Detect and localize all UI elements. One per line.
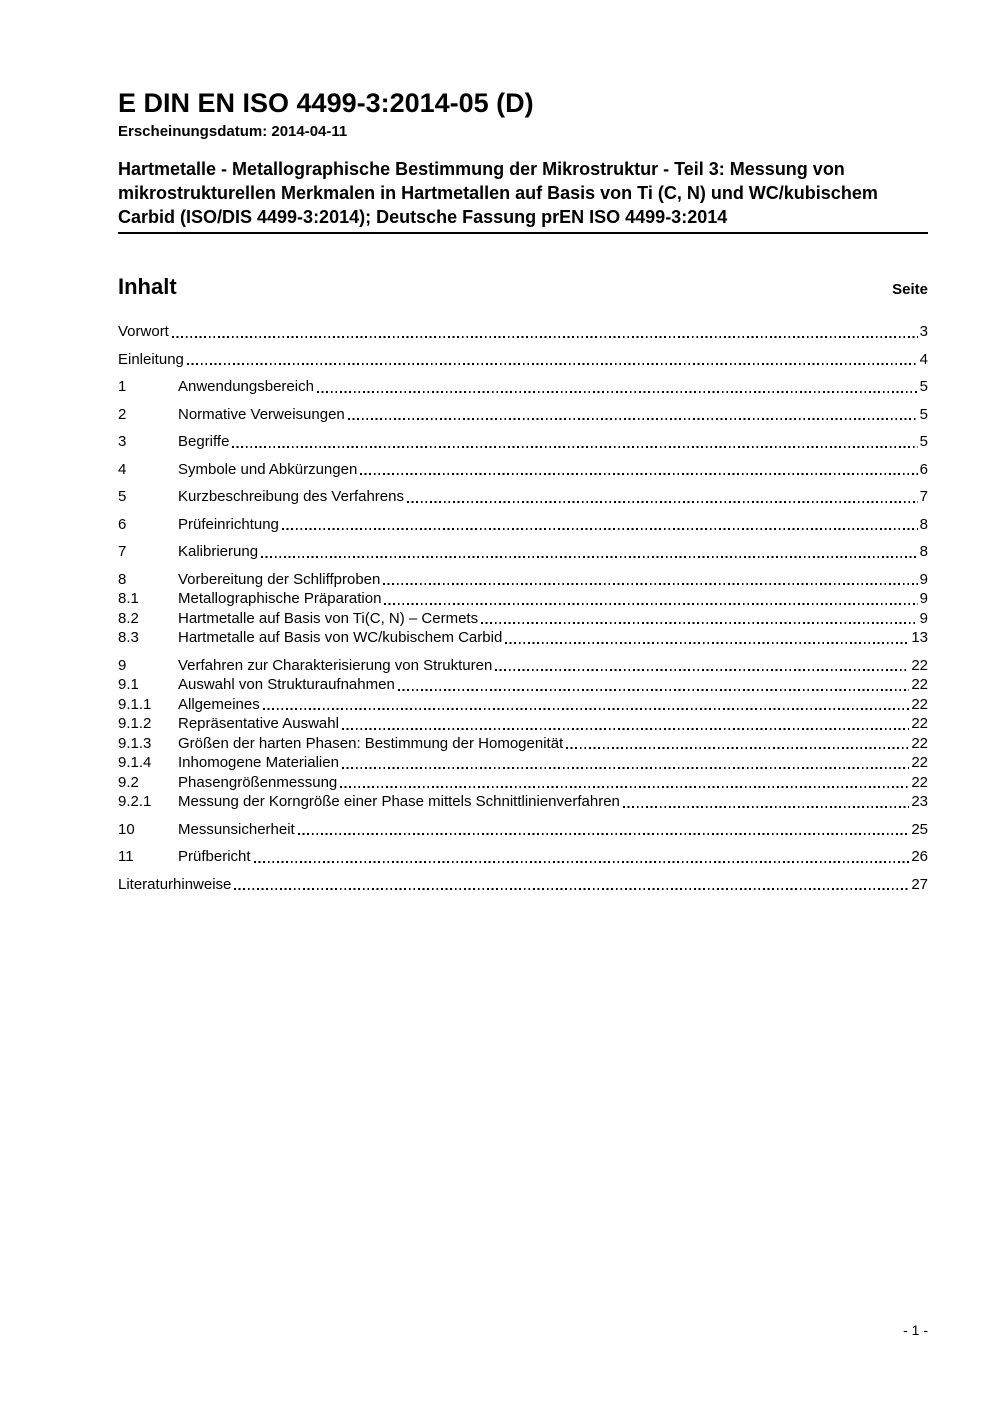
toc-leader-dots bbox=[172, 336, 918, 338]
document-number: E DIN EN ISO 4499-3:2014-05 (D) bbox=[118, 88, 534, 118]
toc-entry-title: Vorwort bbox=[118, 323, 169, 340]
toc-entry-number: 4 bbox=[118, 460, 127, 478]
toc-entry bbox=[118, 487, 928, 507]
toc-entry bbox=[118, 542, 928, 562]
toc-entry-number: 9.1.2 bbox=[118, 715, 152, 732]
toc-entry-title: Auswahl von Strukturaufnahmen bbox=[178, 676, 395, 693]
toc-entry bbox=[118, 609, 928, 629]
toc-entry-title: Allgemeines bbox=[178, 695, 260, 713]
toc-entry-title: Hartmetalle auf Basis von WC/kubischem Carbid bbox=[178, 629, 503, 646]
toc-entry-number: 9.2.1 bbox=[118, 793, 152, 810]
toc-entry-number: 8 bbox=[118, 570, 127, 588]
toc-entry-number: 9.1.1 bbox=[118, 695, 152, 713]
toc-entry bbox=[118, 460, 928, 480]
toc-entry-number: 8.3 bbox=[118, 629, 139, 646]
toc-entry-number: 11 bbox=[118, 848, 134, 865]
toc-leader-dots bbox=[495, 669, 909, 671]
toc-entry-title: Symbole und Abkürzungen bbox=[178, 460, 358, 478]
toc-entry-page: 5 bbox=[919, 433, 928, 450]
toc-entry bbox=[118, 589, 928, 609]
toc-entry bbox=[118, 322, 928, 342]
toc-entry-title: Anwendungsbereich bbox=[178, 378, 314, 395]
toc-entry-number: 9.1.3 bbox=[118, 734, 152, 752]
toc-entry bbox=[118, 792, 928, 812]
toc-entry-title: Metallographische Präparation bbox=[178, 590, 382, 607]
toc-entry-title: Normative Verweisungen bbox=[178, 405, 345, 423]
toc-entry bbox=[118, 820, 928, 840]
toc-entry-page: 8 bbox=[919, 515, 928, 533]
toc-leader-dots bbox=[383, 583, 917, 585]
toc-page-column-label: Seite bbox=[892, 281, 928, 298]
toc-entry bbox=[118, 570, 928, 590]
toc-leader-dots bbox=[407, 501, 918, 503]
toc-leader-dots bbox=[317, 391, 918, 393]
toc-entry-number: 5 bbox=[118, 488, 127, 505]
toc-entry-page: 9 bbox=[919, 609, 928, 627]
toc-entry-number: 9.1.4 bbox=[118, 754, 152, 771]
toc-entry bbox=[118, 753, 928, 773]
toc-entry-page: 3 bbox=[919, 323, 928, 340]
toc-entry-title: Prüfbericht bbox=[178, 848, 251, 865]
toc-entry bbox=[118, 656, 928, 676]
toc-leader-dots bbox=[234, 888, 909, 890]
toc-entry-number: 9 bbox=[118, 656, 127, 674]
document-title: Hartmetalle - Metallographische Bestimmung der Mikrostruktur - Teil 3: Messung von mikrostrukturellen Merkmalen in Hartmetallen auf Basis von Ti (C, N) und WC/kubischem Carbid (ISO/DIS 4499-3:2014); Deutsche Fassung prEN ISO 4499-3:2014 bbox=[118, 159, 878, 227]
toc-entry-title: Kalibrierung bbox=[178, 543, 259, 560]
toc-entry-number: 9.1 bbox=[118, 676, 139, 693]
toc-entry-page: 9 bbox=[919, 570, 928, 588]
toc-header bbox=[118, 274, 928, 300]
toc-leader-dots bbox=[254, 861, 910, 863]
toc-entry-title: Prüfeinrichtung bbox=[178, 515, 279, 533]
toc-entry bbox=[118, 773, 928, 793]
title-divider bbox=[118, 232, 928, 234]
toc-entry-page: 5 bbox=[919, 405, 928, 423]
toc-entry-page: 8 bbox=[919, 543, 928, 560]
toc-leader-dots bbox=[360, 473, 917, 475]
toc-entry-title: Kurzbeschreibung des Verfahrens bbox=[178, 488, 404, 505]
toc-entry bbox=[118, 714, 928, 734]
toc-heading: Inhalt bbox=[118, 274, 177, 299]
toc-entry bbox=[118, 847, 928, 867]
toc-leader-dots bbox=[505, 642, 909, 644]
toc-entry-number: 8.1 bbox=[118, 590, 139, 607]
toc-entry-title: Literaturhinweise bbox=[118, 875, 232, 893]
toc-entry-page: 22 bbox=[911, 773, 928, 791]
toc-entry-page: 7 bbox=[919, 488, 928, 505]
toc-leader-dots bbox=[187, 363, 918, 365]
toc-entry-title: Hartmetalle auf Basis von Ti(C, N) – Cermets bbox=[178, 609, 479, 627]
toc-entry-title: Vorbereitung der Schliffproben bbox=[178, 570, 381, 588]
toc-entry-page: 27 bbox=[911, 875, 928, 893]
toc-leader-dots bbox=[340, 786, 909, 788]
toc-leader-dots bbox=[261, 556, 918, 558]
toc-entry-number: 7 bbox=[118, 543, 127, 560]
toc-leader-dots bbox=[282, 528, 918, 530]
toc-entry-number: 9.2 bbox=[118, 773, 139, 791]
toc-entry-title: Inhomogene Materialien bbox=[178, 754, 339, 771]
toc-entry-page: 5 bbox=[919, 378, 928, 395]
toc-entry-page: 25 bbox=[911, 820, 928, 838]
toc-entry-number: 6 bbox=[118, 515, 127, 533]
toc-entry-page: 23 bbox=[911, 793, 928, 810]
toc-entry-title: Repräsentative Auswahl bbox=[178, 715, 339, 732]
toc-leader-dots bbox=[384, 603, 917, 605]
toc-entry bbox=[118, 377, 928, 397]
toc-entry bbox=[118, 695, 928, 715]
toc-entry-page: 22 bbox=[911, 656, 928, 674]
toc-entry-title: Größen der harten Phasen: Bestimmung der Homogenität bbox=[178, 734, 564, 752]
toc-entry-page: 22 bbox=[911, 754, 928, 771]
publication-date: Erscheinungsdatum: 2014-04-11 bbox=[118, 123, 348, 140]
toc-entry-number: 1 bbox=[118, 378, 127, 395]
toc-entry bbox=[118, 675, 928, 695]
toc-entry bbox=[118, 734, 928, 754]
toc-entry-title: Verfahren zur Charakterisierung von Strukturen bbox=[178, 656, 493, 674]
toc-entry bbox=[118, 405, 928, 425]
toc-entry-page: 9 bbox=[919, 590, 928, 607]
document-page bbox=[118, 0, 928, 894]
toc-entry-title: Messung der Korngröße einer Phase mittels Schnittlinienverfahren bbox=[178, 793, 620, 810]
toc-entry bbox=[118, 432, 928, 452]
toc-entry-number: 8.2 bbox=[118, 609, 139, 627]
toc-entry bbox=[118, 350, 928, 370]
toc-leader-dots bbox=[623, 806, 909, 808]
toc-leader-dots bbox=[398, 689, 910, 691]
toc-entry-page: 4 bbox=[919, 350, 928, 368]
toc-entry-title: Phasengrößenmessung bbox=[178, 773, 338, 791]
toc-entry-page: 6 bbox=[919, 460, 928, 478]
toc-entry-number: 3 bbox=[118, 433, 127, 450]
page-number: - 1 - bbox=[903, 1322, 928, 1338]
toc-entry-page: 26 bbox=[911, 848, 928, 865]
toc-leader-dots bbox=[481, 622, 918, 624]
toc-entry bbox=[118, 628, 928, 648]
toc-entry-title: Einleitung bbox=[118, 350, 184, 368]
toc-entry-page: 22 bbox=[911, 734, 928, 752]
toc-entry bbox=[118, 875, 928, 895]
toc-entry-number: 10 bbox=[118, 820, 135, 838]
toc-entry-page: 22 bbox=[911, 715, 928, 732]
toc-entry-page: 22 bbox=[911, 695, 928, 713]
toc-leader-dots bbox=[263, 708, 910, 710]
toc-list bbox=[118, 322, 928, 894]
toc-leader-dots bbox=[566, 747, 909, 749]
toc-leader-dots bbox=[342, 728, 909, 730]
toc-entry-title: Begriffe bbox=[178, 433, 230, 450]
toc-entry-page: 13 bbox=[911, 629, 928, 646]
toc-entry-title: Messunsicherheit bbox=[178, 820, 295, 838]
toc-leader-dots bbox=[342, 767, 909, 769]
toc-leader-dots bbox=[232, 446, 917, 448]
toc-leader-dots bbox=[298, 833, 910, 835]
toc-entry bbox=[118, 515, 928, 535]
toc-entry-page: 22 bbox=[911, 676, 928, 693]
toc-leader-dots bbox=[348, 418, 918, 420]
toc-entry-number: 2 bbox=[118, 405, 127, 423]
